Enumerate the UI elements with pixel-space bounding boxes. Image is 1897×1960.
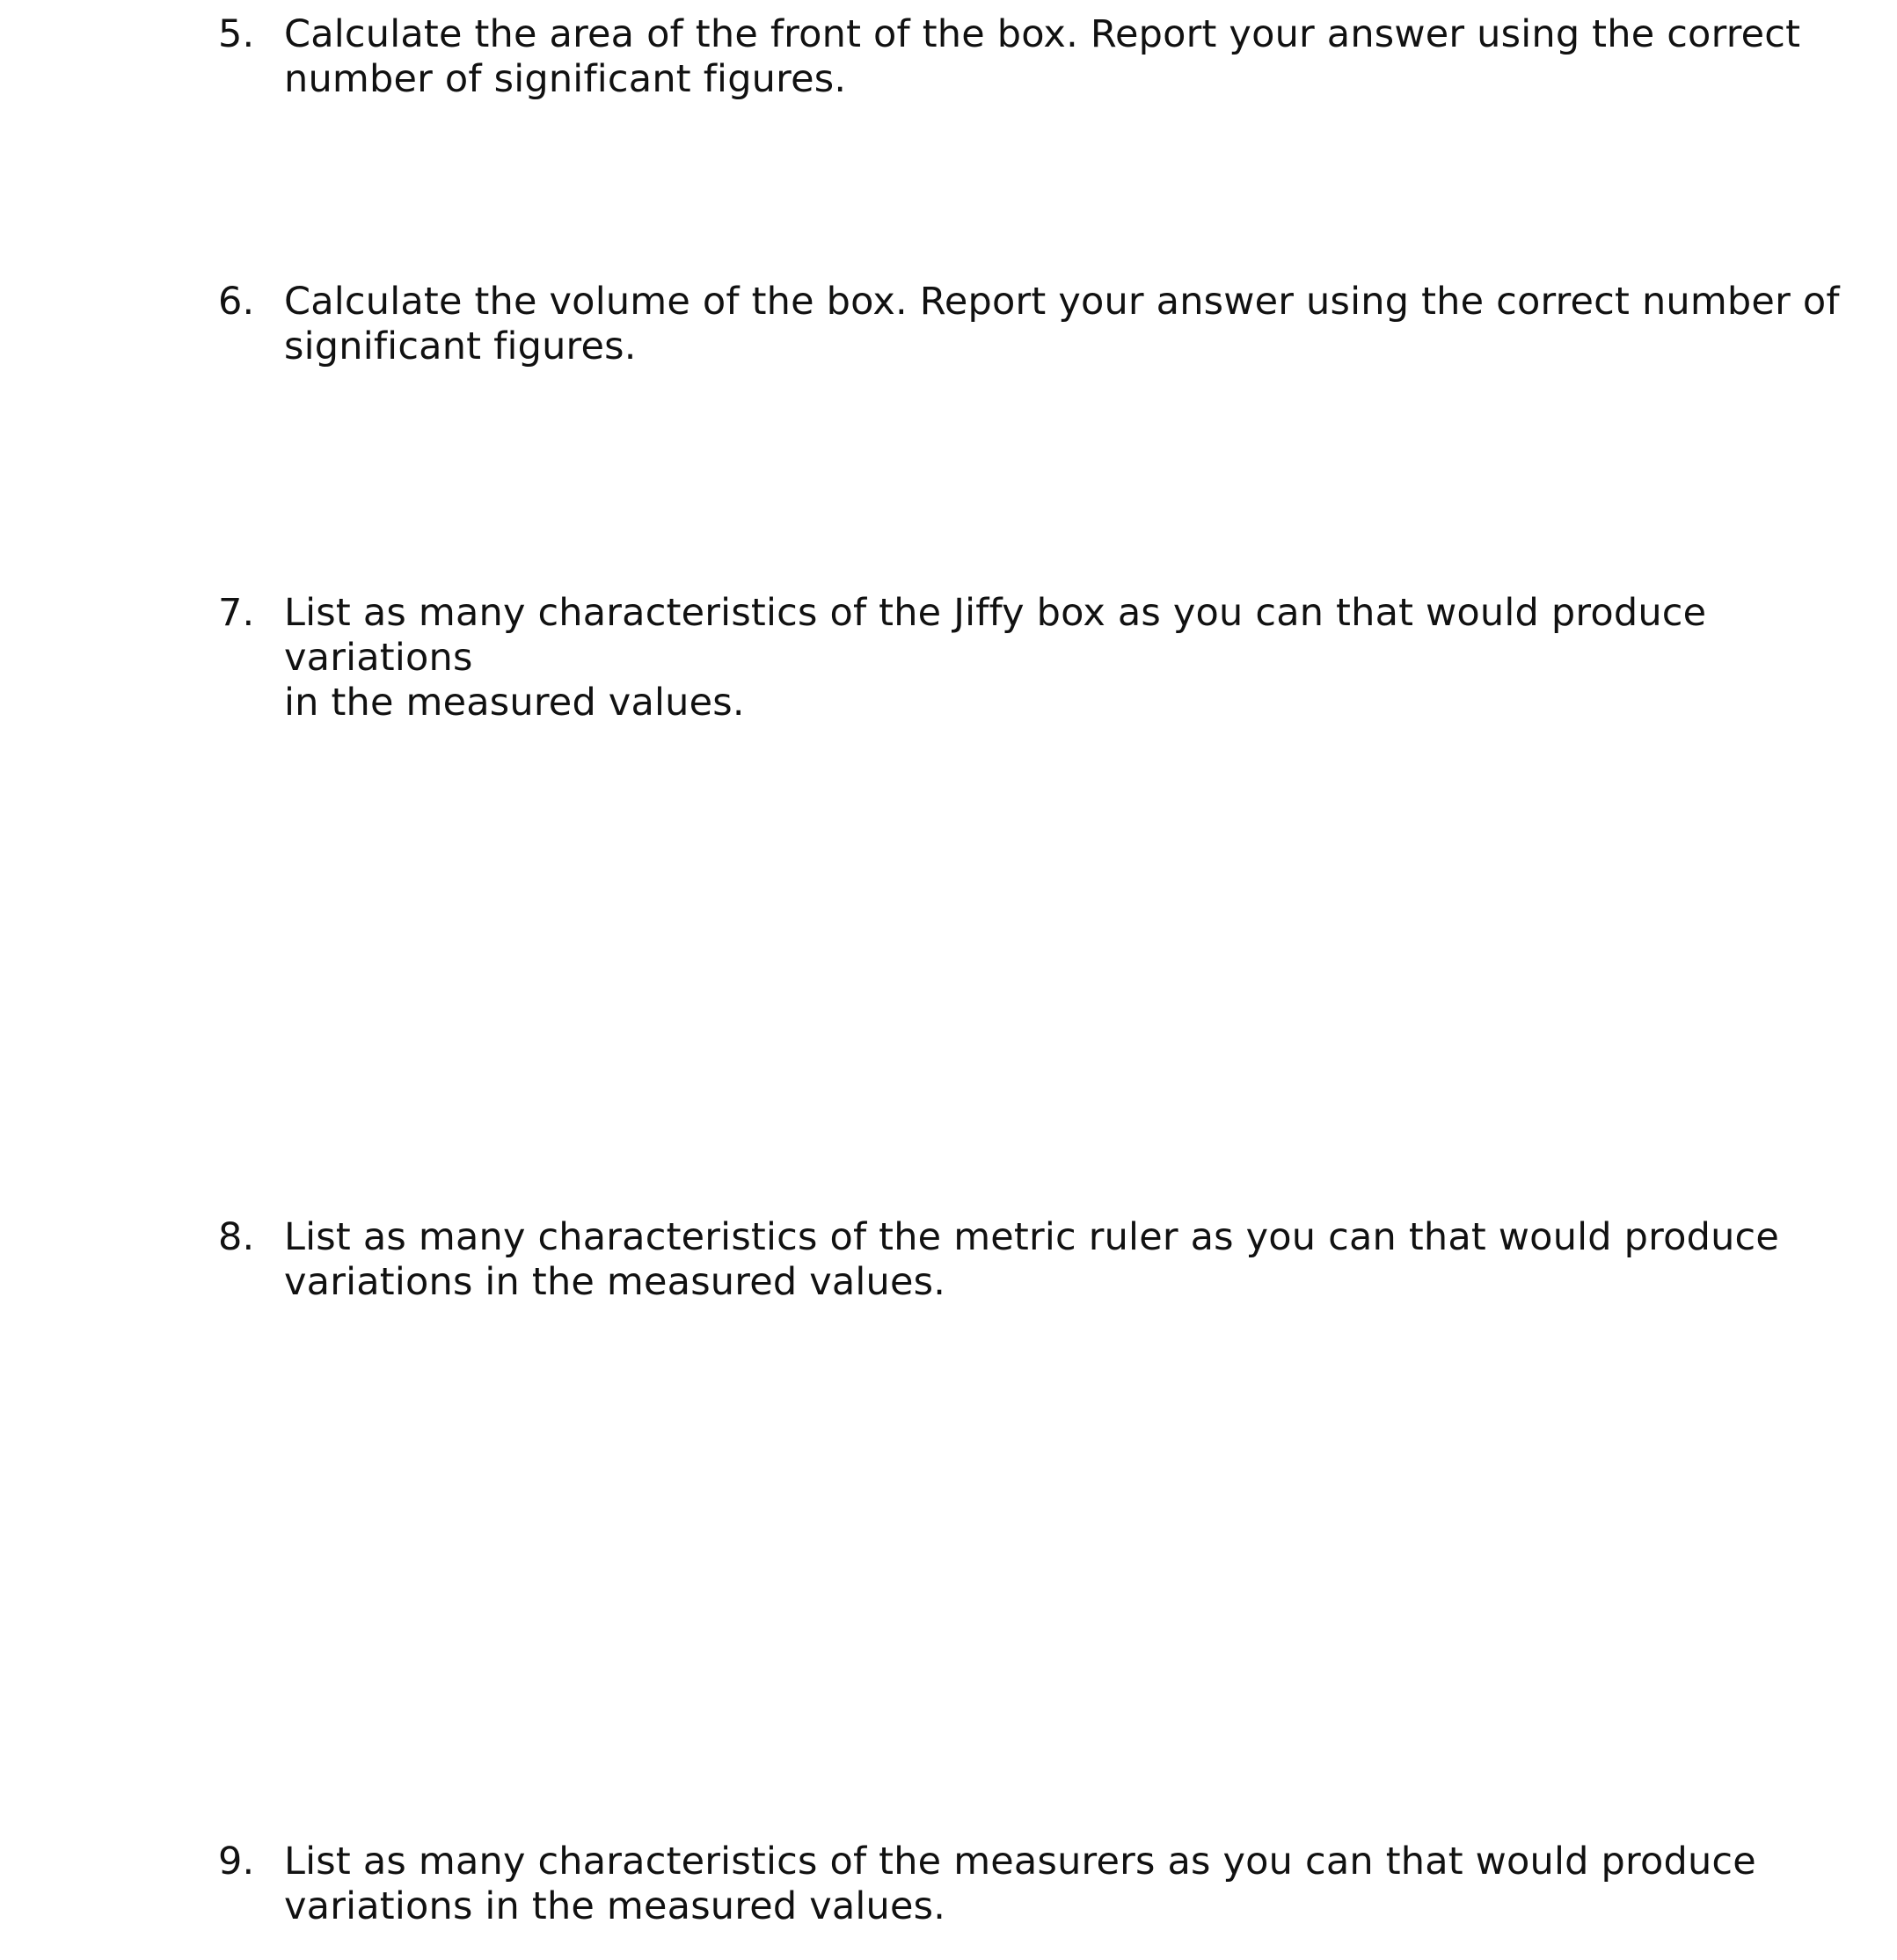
question-text: List as many characteristics of the measurers as you can that would produce variations in the measured values. (284, 1840, 1756, 1928)
question-text: Calculate the area of the front of the box. Report your answer using the correct number of significant figures. (284, 12, 1801, 101)
question-text: Calculate the volume of the box. Report your answer using the correct number of significant figures. (284, 280, 1840, 368)
question-number: 8. (218, 1215, 255, 1259)
question-number: 6. (218, 280, 255, 324)
question-number: 9. (218, 1840, 255, 1883)
question-number: 7. (218, 591, 255, 635)
question-number: 5. (218, 12, 255, 56)
question-text: List as many characteristics of the metric ruler as you can that would produce variations in the measured values. (284, 1215, 1780, 1304)
question-text: List as many characteristics of the Jiffy box as you can that would produce variations in the measured values. (284, 591, 1707, 725)
